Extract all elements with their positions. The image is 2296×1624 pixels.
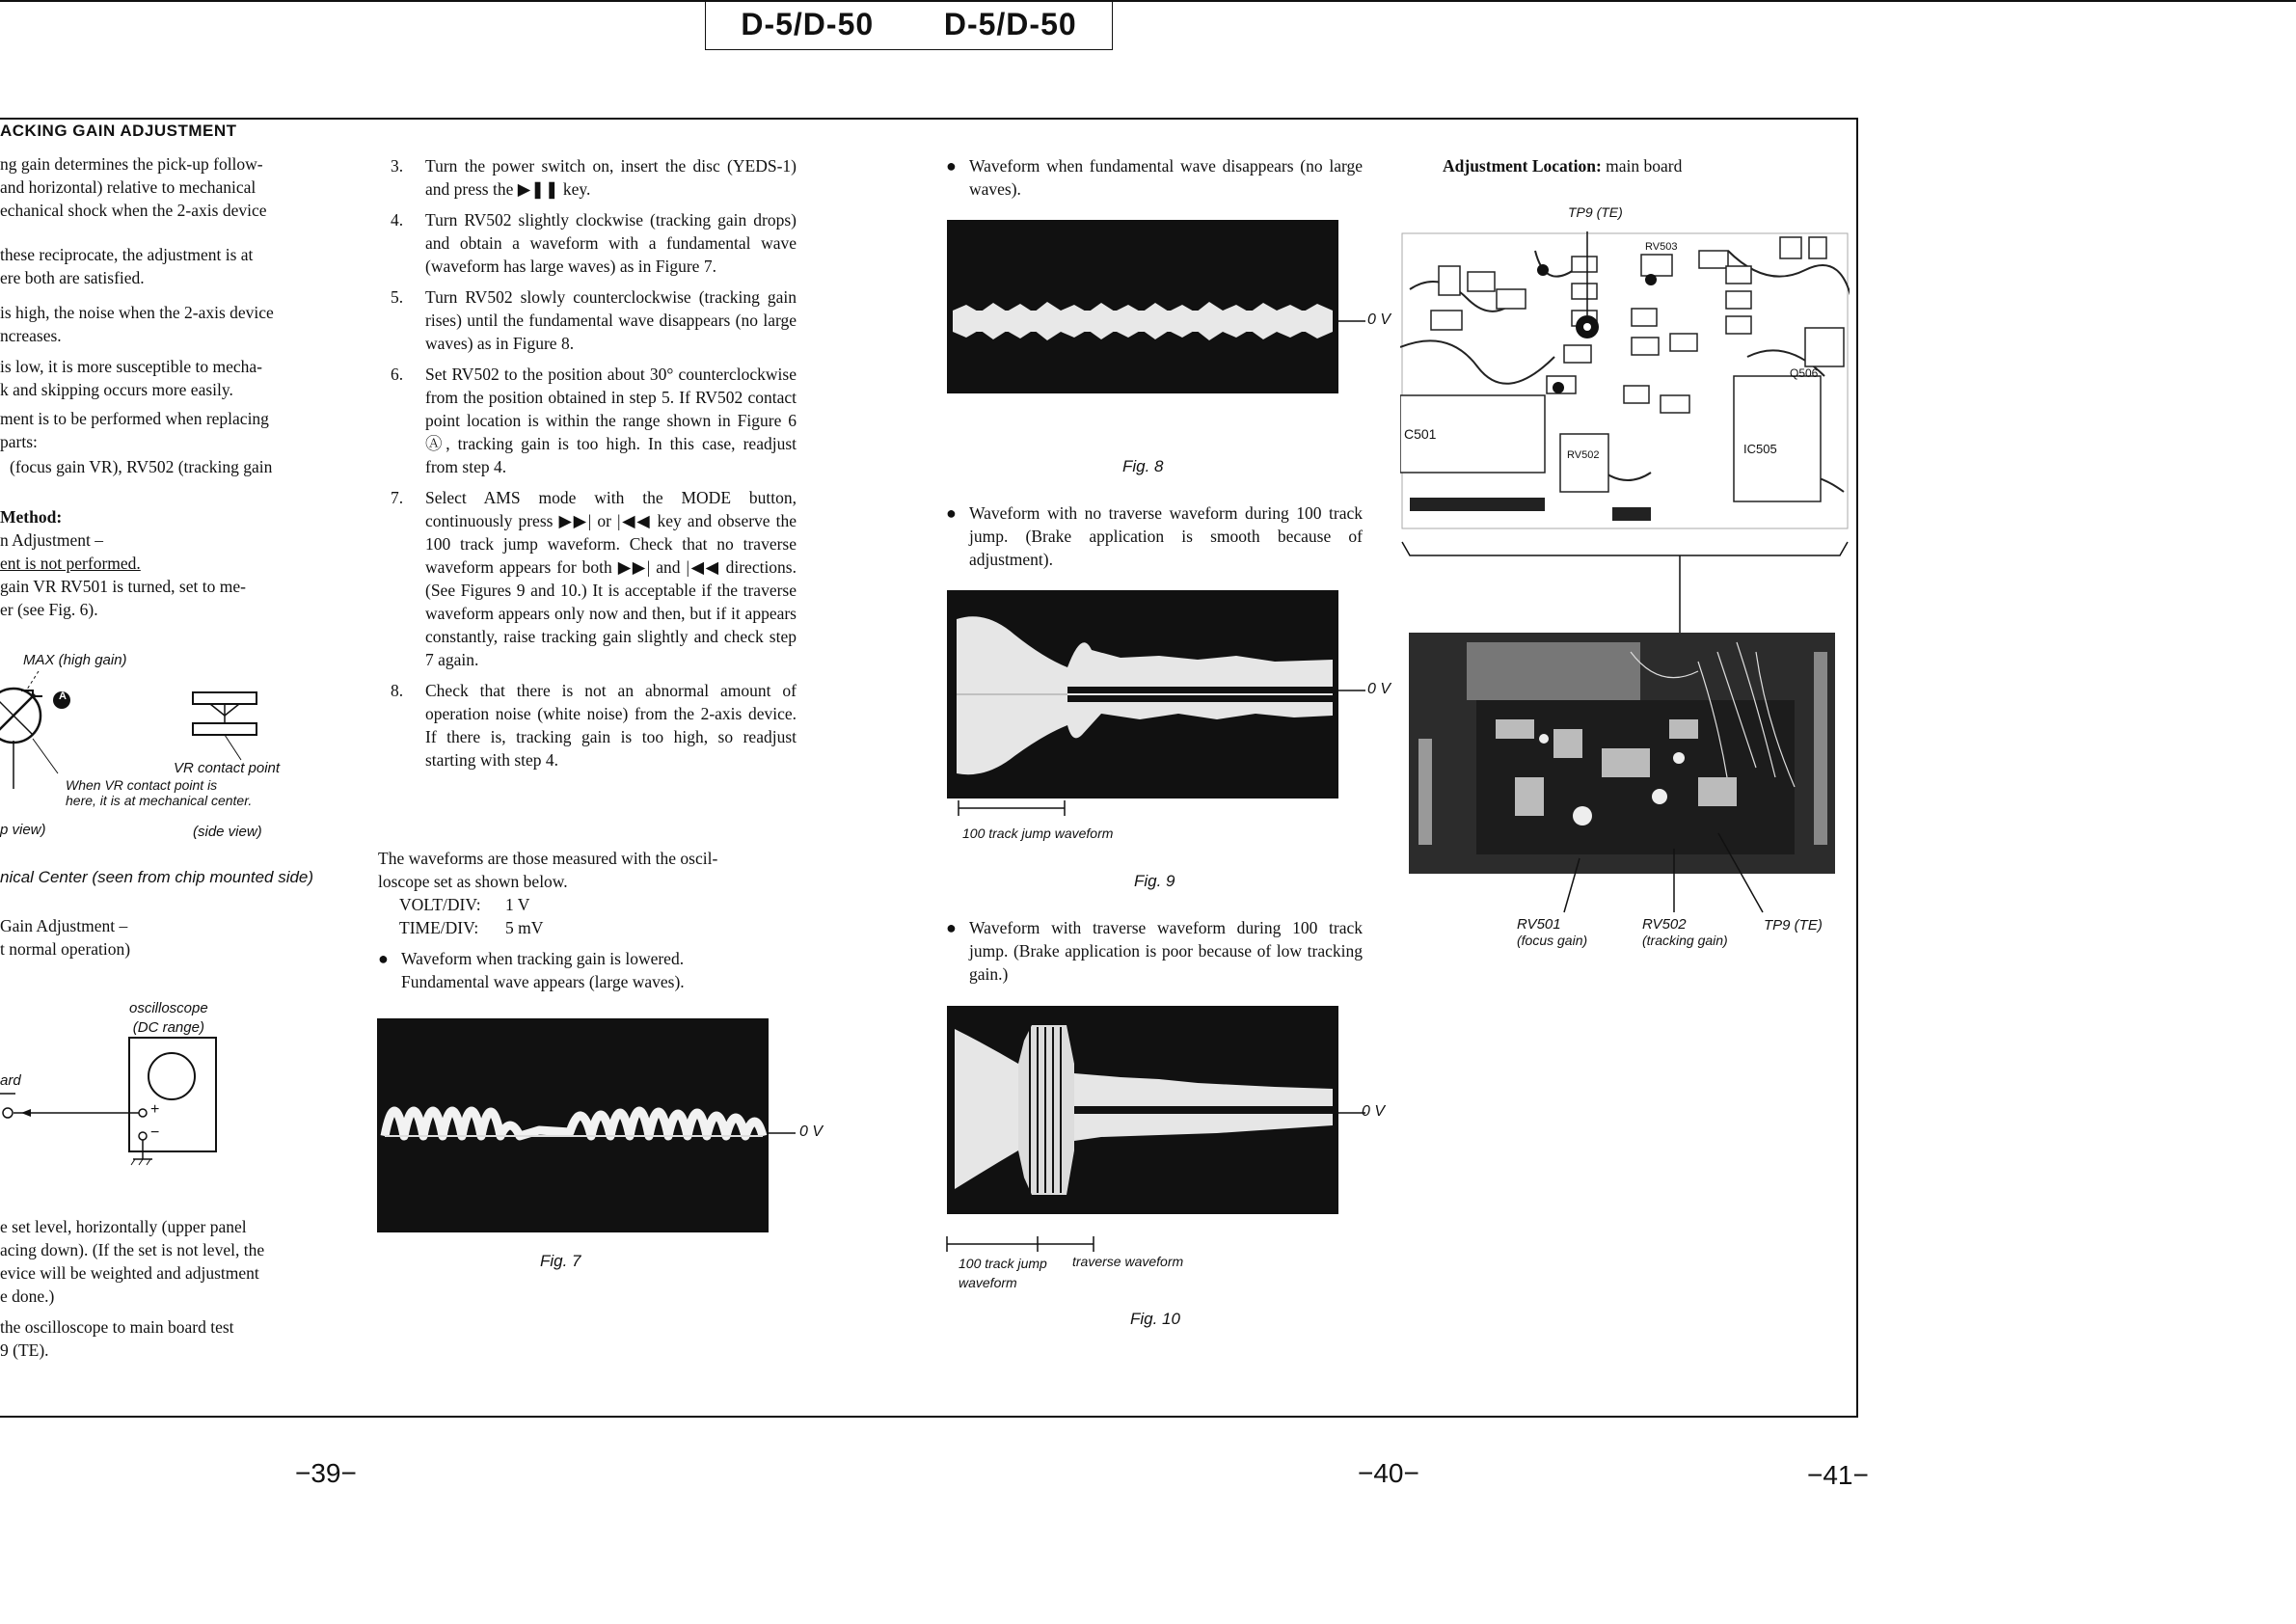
text-line: evice will be weighted and adjustment [0, 1263, 259, 1283]
ic505-label: IC505 [1743, 442, 1777, 456]
time-div-value: 5 mV [505, 918, 544, 937]
fig9-jump-label: 100 track jump waveform [962, 826, 1114, 841]
step-number: 7. [391, 488, 404, 507]
text-line: ent is not performed. [0, 554, 141, 573]
text-line: ncreases. [0, 326, 62, 345]
bullet-text: Waveform with no traverse waveform during 100 track jump. (Brake application is smooth because of adjustment). [969, 503, 1363, 569]
text-line: is low, it is more susceptible to mecha- [0, 357, 263, 376]
fig6-max-label: MAX (high gain) [23, 652, 127, 668]
step-text: Select AMS mode with the MODE button, continuously press ▶▶| or |◀◀ key and observe the 100 track jump waveform. Check that no traverse waveform appears for both ▶▶| and |◀◀ directions. (See Figures 9 and 10.) It is acceptable if the traverse waveform appears only now and then, but if it appears constantly, raise tracking gain slightly and check step 7 again. [425, 488, 797, 669]
fig10-traverse-label: traverse waveform [1072, 1254, 1184, 1269]
section-heading: ACKING GAIN ADJUSTMENT [0, 122, 237, 140]
text-line: is high, the noise when the 2-axis device [0, 303, 274, 322]
paragraph-6: (focus gain VR), RV502 (tracking gain [10, 457, 273, 476]
fig10-jump-label [959, 1254, 1047, 1292]
text-line: the oscilloscope to main board test [0, 1317, 234, 1337]
text-line: n Adjustment – [0, 530, 103, 550]
board-bracket [1400, 540, 1850, 636]
fig9-waveform [947, 590, 1338, 798]
fig7-zero-label: 0 V [799, 1123, 824, 1140]
fig8-zero-tick [1338, 316, 1367, 326]
level-paragraph [0, 1215, 264, 1308]
fig8-bullet [946, 154, 1363, 201]
text-line: e done.) [0, 1286, 55, 1306]
fig7-zero-tick [769, 1128, 797, 1138]
fig10-waveform [947, 1006, 1338, 1214]
bullet-text: Waveform with traverse waveform during 100 track jump. (Brake application is poor because of low tracking gain.) [969, 918, 1363, 984]
text-line: (DC range) [132, 1019, 204, 1036]
bullet-continuation: Fundamental wave appears (large waves). [401, 972, 685, 991]
text-line: ere both are satisfied. [0, 268, 145, 287]
fig10-caption: Fig. 10 [1130, 1310, 1180, 1328]
fig6-side-view-label: (side view) [193, 824, 262, 840]
fig9-caption: Fig. 9 [1134, 872, 1175, 890]
time-div-row [399, 916, 797, 939]
fig6-a-marker: A [59, 690, 67, 702]
text-line: ng gain determines the pick-up follow- [0, 154, 263, 174]
fig7-scope-screen [377, 1018, 769, 1232]
step-number: 5. [391, 287, 404, 307]
page-header [705, 0, 1113, 50]
procedure-step [391, 154, 797, 201]
bullet-dot: ● [946, 156, 957, 176]
fig6-top-view-label: p view) [0, 822, 46, 838]
procedure-step [391, 486, 797, 671]
intro-paragraph [0, 152, 318, 222]
step-number: 3. [391, 156, 404, 176]
fig9-bracket [957, 797, 1072, 820]
bullet-dot: ● [946, 918, 957, 937]
fig10-bracket [945, 1234, 1157, 1256]
paragraph-5 [0, 407, 269, 453]
text-line: loscope set as shown below. [378, 872, 568, 891]
text-line: Gain Adjustment – [0, 916, 128, 935]
measurement-note [378, 847, 797, 939]
osc-minus-terminal: − [150, 1124, 160, 1141]
page-number-40: −40− [1358, 1458, 1419, 1488]
rv502-sub: (tracking gain) [1642, 933, 1728, 948]
text-line: 100 track jump [959, 1256, 1047, 1271]
volt-div-label: VOLT/DIV: [399, 895, 481, 914]
fig9-scope-screen [947, 590, 1338, 798]
method-heading: Method: [0, 507, 63, 527]
fig8-caption: Fig. 8 [1122, 457, 1164, 475]
bullet-text: Waveform when fundamental wave disappears (no large waves). [969, 156, 1363, 199]
text-line: e set level, horizontally (upper panel [0, 1217, 247, 1236]
time-div-label: TIME/DIV: [399, 918, 479, 937]
text-line: parts: [0, 432, 38, 451]
fig7-bullet [378, 947, 802, 993]
step-number: 6. [391, 365, 404, 384]
gain-adjustment-heading [0, 914, 130, 961]
text-line: er (see Fig. 6). [0, 600, 98, 619]
text-line: The waveforms are those measured with the oscil- [378, 849, 718, 868]
top-rule [0, 0, 2296, 2]
bullet-line [378, 947, 802, 970]
rv502-callout [1642, 916, 1728, 949]
volt-div-value: 1 V [505, 895, 530, 914]
method-paragraph [0, 528, 246, 621]
fig10-scope-screen [947, 1006, 1338, 1214]
fig10-bullet [946, 916, 1363, 986]
procedure-step [391, 679, 797, 771]
rv502-label: RV502 [1642, 916, 1687, 933]
text-line: k and skipping occurs more easily. [0, 380, 233, 399]
fig7-waveform [377, 1018, 769, 1232]
osc-plus-terminal: + [150, 1101, 160, 1118]
text-line: When VR contact point is [66, 777, 218, 793]
rv502-small-label: RV502 [1567, 449, 1600, 461]
bullet-dot: ● [946, 503, 957, 523]
tp9-top-label: TP9 (TE) [1568, 204, 1623, 220]
tp9-bottom-label: TP9 (TE) [1764, 917, 1823, 934]
pcb-layout-diagram [1400, 231, 1850, 530]
paragraph-3 [0, 301, 274, 347]
step-text: Turn RV502 slightly clockwise (tracking gain drops) and obtain a waveform with a fundamental wave (waveform has large waves) as in Figure 7. [425, 210, 797, 276]
step-text: Check that there is not an abnormal amount of operation noise (white noise) from the 2-axis device. If there is, tracking gain is too high, so readjust starting with step 4. [425, 681, 797, 770]
q506-label: Q506 [1790, 366, 1819, 380]
fig8-scope-screen [947, 220, 1338, 393]
fig9-bullet [946, 501, 1363, 571]
fig7-caption: Fig. 7 [540, 1252, 581, 1270]
step-text: Set RV502 to the position about 30° counterclockwise from the position obtained in step 5. If RV502 contact point location is within the range shown in Figure 6 Ⓐ, tracking gain is too high. In this case, readjust from step 4. [425, 365, 797, 476]
fig9-zero-label: 0 V [1367, 681, 1391, 697]
text-line: waveform [959, 1275, 1017, 1290]
fig8-waveform [947, 220, 1338, 393]
bullet-text: Waveform when tracking gain is lowered. [401, 949, 685, 968]
bullet-line [946, 501, 1363, 571]
bullet-line [946, 916, 1363, 986]
connect-paragraph [0, 1315, 234, 1362]
fig6-caption: nical Center (seen from chip mounted side) [0, 868, 314, 886]
text-line: 9 (TE). [0, 1340, 49, 1360]
adjustment-location-label: Adjustment Location: [1443, 156, 1602, 176]
bullet-line [946, 154, 1363, 201]
paragraph-2 [0, 243, 253, 289]
bullet-dot: ● [378, 949, 389, 968]
text-line: here, it is at mechanical center. [66, 793, 253, 808]
oscilloscope-diagram [0, 1032, 231, 1177]
fig8-zero-label: 0 V [1367, 311, 1391, 328]
page-number-41: −41− [1807, 1460, 1869, 1490]
rv501-sub: (focus gain) [1517, 933, 1588, 948]
volt-div-row [399, 893, 797, 916]
osc-board-label: ard [0, 1072, 21, 1089]
text-line: gain VR RV501 is turned, set to me- [0, 577, 246, 596]
header-title-right: D-5/D-50 [943, 7, 1077, 41]
step-number: 4. [391, 210, 404, 230]
text-line: these reciprocate, the adjustment is at [0, 245, 254, 264]
step-text: Turn the power switch on, insert the disc (YEDS-1) and press the ▶❚❚ key. [425, 156, 797, 199]
fig6-vr-contact-label: VR contact point [174, 760, 281, 776]
fig9-zero-tick [1338, 686, 1367, 695]
fig10-zero-label: 0 V [1362, 1103, 1386, 1120]
c501-label: C501 [1404, 426, 1437, 442]
text-line: and horizontal) relative to mechanical [0, 177, 257, 197]
header-title-left: D-5/D-50 [741, 7, 875, 41]
text-line: echanical shock when the 2-axis device [0, 201, 267, 220]
procedure-step [391, 285, 797, 355]
procedure-steps [391, 154, 797, 779]
rv501-label: RV501 [1517, 916, 1561, 933]
rv501-callout [1517, 916, 1587, 949]
procedure-step [391, 363, 797, 478]
text-line: ment is to be performed when replacing [0, 409, 269, 428]
text-line: acing down). (If the set is not level, the [0, 1240, 265, 1259]
fig6-mechanical-center-note [66, 777, 252, 808]
procedure-step [391, 208, 797, 278]
text-line: oscilloscope [129, 1000, 208, 1016]
paragraph-4 [0, 355, 262, 401]
step-number: 8. [391, 681, 404, 700]
rv503-small-label: RV503 [1645, 241, 1678, 253]
text-line: t normal operation) [0, 939, 131, 959]
adjustment-location [1443, 154, 1682, 177]
step-text: Turn RV502 slowly counterclockwise (tracking gain rises) until the fundamental wave disappears (no large waves) as in Figure 8. [425, 287, 797, 353]
adjustment-location-value: main board [1606, 156, 1683, 176]
page-number-39: −39− [295, 1458, 357, 1488]
